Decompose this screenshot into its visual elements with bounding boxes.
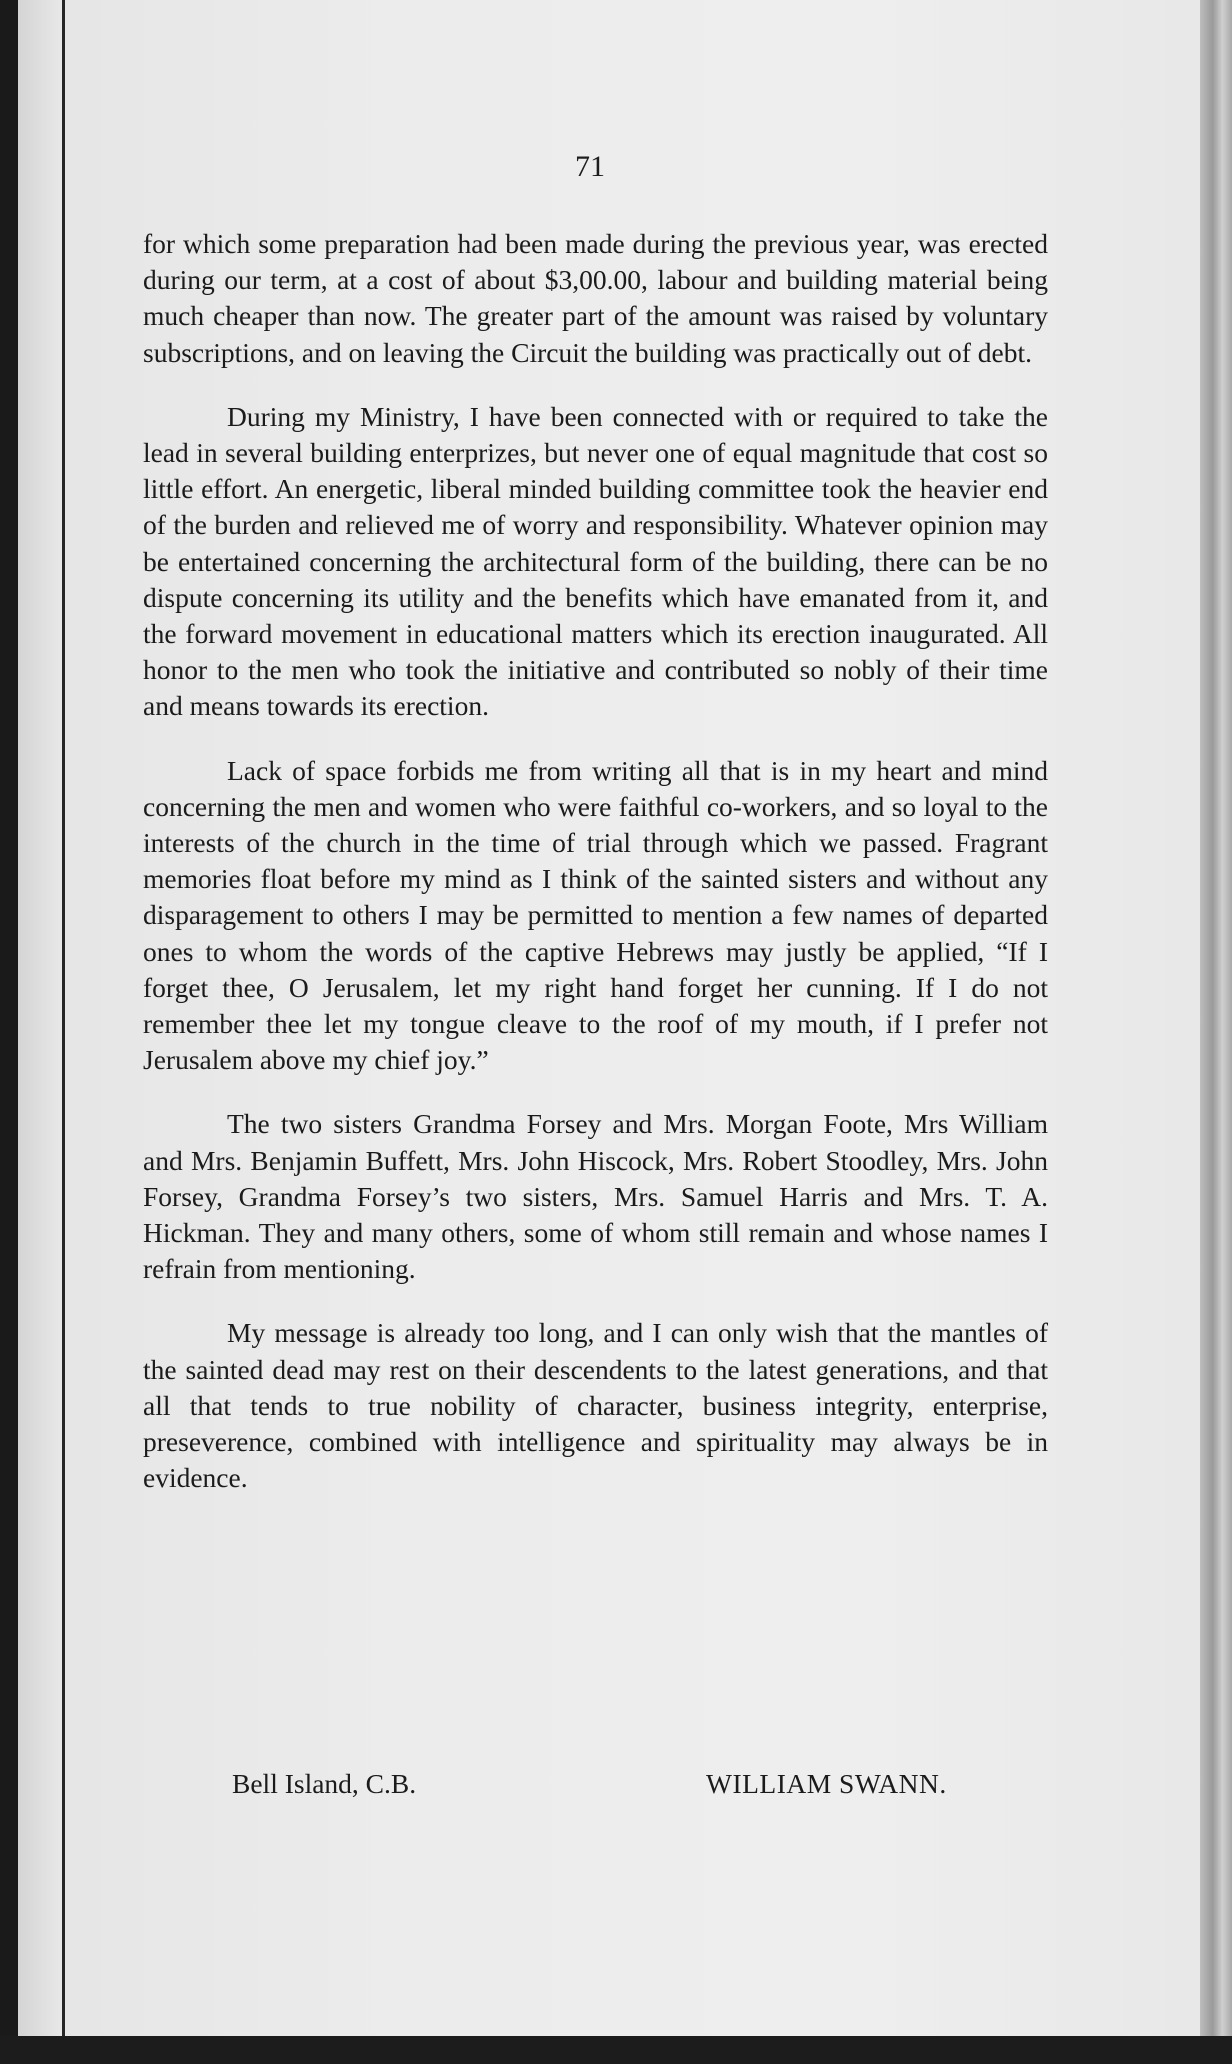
paragraph-5: My message is already too long, and I can only wish that the mantles of the sainted dead may rest on their descendents to the latest generations, and that all that tends to true nobility of character, business integrity, enterprise, preseverence, combined with intelligence and spirituality may always be in evidence. [143, 1317, 1048, 1494]
facing-page-edge [18, 0, 62, 2064]
paragraph-4: The two sisters Grandma Forsey and Mrs. Morgan Foote, Mrs William and Mrs. Benjamin Buffett, Mrs. John Hiscock, Mrs. Robert Stoodley, Mrs. John Forsey, Grandma Forsey’s two sisters, Mrs. Samuel Harris and Mrs. T. A. Hickman. They and many others, some of whom still remain and whose names I refrain from mentioning. [143, 1108, 1048, 1285]
page-stack-edge [1200, 0, 1232, 2064]
bottom-border [0, 2036, 1232, 2064]
page-number: 71 [575, 150, 605, 183]
signature-place: Bell Island, C.B. [232, 1768, 417, 1799]
signature-name: WILLIAM SWANN. [706, 1768, 947, 1799]
paragraph-3: Lack of space forbids me from writing all that is in my heart and mind concerning the men and women who were faithful co-workers, and so loyal to the interests of the church in the time of trial through which we passed. Fragrant memories float before my mind as I think of the sainted sisters and without any disparagement to others I may be permitted to mention a few names of departed ones to whom the words of the captive Hebrews may justly be applied, “If I forget thee, O Jerusalem, let my right hand forget her cunning. If I do not remember thee let my tongue cleave to the roof of my mouth, if I prefer not Jerusalem above my chief joy.” [143, 754, 1048, 1076]
left-gutter [0, 0, 18, 2064]
paragraph-1: for which some preparation had been made during the previous year, was erected during our term, at a cost of about $3,00.00, labour and building material being much cheaper than now. The greater part of the amount was raised by voluntary subscriptions, and on leaving the Circuit the building was practically out of debt. [143, 228, 1048, 368]
body-text [143, 226, 1048, 1525]
paragraph-2: During my Ministry, I have been connected with or required to take the lead in several building enterprizes, but never one of equal magnitude that cost so little effort. An energetic, liberal minded building committee took the heavier end of the burden and relieved me of worry and responsibility. Whatever opinion may be entertained concerning the architectural form of the building, there can be no dispute concerning its utility and the benefits which have emanated from it, and the forward movement in educational matters which its erection inaugurated. All honor to the men who took the initiative and contributed so nobly of their time and means towards its erection. [143, 400, 1048, 722]
